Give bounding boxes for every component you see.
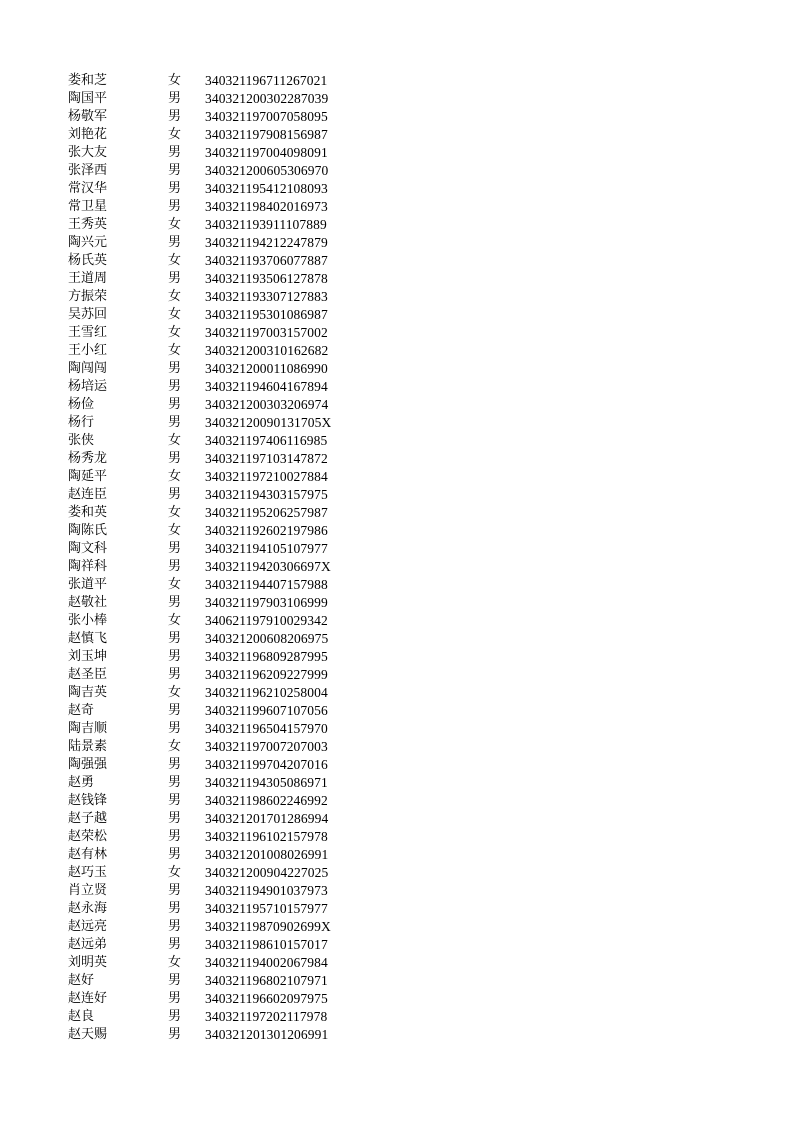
person-name: 赵荣松 [68, 829, 108, 844]
gender: 男 [168, 271, 182, 286]
table-row [0, 414, 793, 432]
gender: 男 [168, 703, 182, 718]
gender: 男 [168, 361, 182, 376]
gender: 男 [168, 397, 182, 412]
table-row [0, 720, 793, 738]
gender: 男 [168, 775, 182, 790]
person-name: 赵好 [68, 973, 95, 988]
gender: 男 [168, 595, 182, 610]
table-row [0, 198, 793, 216]
person-name: 杨敬军 [68, 109, 108, 124]
gender: 女 [168, 469, 182, 484]
person-name: 陶闯闯 [68, 361, 108, 376]
table-row [0, 576, 793, 594]
table-row [0, 684, 793, 702]
gender: 男 [168, 109, 182, 124]
table-row [0, 180, 793, 198]
table-row [0, 594, 793, 612]
id-number: 340321197007058095 [205, 109, 328, 124]
person-name: 王秀英 [68, 217, 108, 232]
id-number: 340321196210258004 [205, 685, 328, 700]
id-number: 340321192602197986 [205, 523, 328, 538]
gender: 男 [168, 973, 182, 988]
table-row [0, 648, 793, 666]
id-number: 340321197210027884 [205, 469, 328, 484]
person-name: 杨行 [68, 415, 95, 430]
person-name: 王雪红 [68, 325, 108, 340]
person-name: 张道平 [68, 577, 108, 592]
id-number: 340321196209227999 [205, 667, 328, 682]
id-number: 340321197908156987 [205, 127, 328, 142]
id-number: 340321197103147872 [205, 451, 328, 466]
id-number: 340321197003157002 [205, 325, 328, 340]
gender: 男 [168, 163, 182, 178]
id-number: 340321200302287039 [205, 91, 329, 106]
person-name: 陶吉英 [68, 685, 108, 700]
gender: 男 [168, 91, 182, 106]
table-row [0, 558, 793, 576]
table-row [0, 108, 793, 126]
gender: 女 [168, 613, 182, 628]
table-row [0, 360, 793, 378]
table-row [0, 72, 793, 90]
table-row [0, 468, 793, 486]
gender: 男 [168, 901, 182, 916]
person-name: 赵永海 [68, 901, 108, 916]
person-name: 刘艳花 [68, 127, 108, 142]
id-number: 340321193506127878 [205, 271, 328, 286]
id-number: 340321196102157978 [205, 829, 328, 844]
gender: 女 [168, 307, 182, 322]
id-number: 340321200904227025 [205, 865, 329, 880]
table-row [0, 144, 793, 162]
person-name: 吴苏回 [68, 307, 108, 322]
table-row [0, 612, 793, 630]
person-name: 杨培运 [68, 379, 108, 394]
gender: 女 [168, 73, 182, 88]
gender: 男 [168, 181, 182, 196]
id-number: 340321197903106999 [205, 595, 328, 610]
table-row [0, 324, 793, 342]
id-number: 340321197004098091 [205, 145, 328, 160]
table-row [0, 378, 793, 396]
gender: 男 [168, 541, 182, 556]
table-row [0, 864, 793, 882]
id-number: 340321200310162682 [205, 343, 329, 358]
table-row [0, 702, 793, 720]
person-name: 娄和芝 [68, 73, 108, 88]
table-row [0, 666, 793, 684]
person-name: 赵巧玉 [68, 865, 108, 880]
gender: 男 [168, 667, 182, 682]
person-name: 赵圣臣 [68, 667, 108, 682]
person-name: 陶兴元 [68, 235, 108, 250]
id-number: 340321193307127883 [205, 289, 328, 304]
table-row [0, 900, 793, 918]
person-name: 赵连臣 [68, 487, 108, 502]
person-name: 张泽西 [68, 163, 108, 178]
person-name: 赵远弟 [68, 937, 108, 952]
id-number: 340321199704207016 [205, 757, 328, 772]
id-number: 340321196602097975 [205, 991, 328, 1006]
gender: 女 [168, 523, 182, 538]
gender: 男 [168, 235, 182, 250]
record-list [0, 72, 793, 1044]
id-number: 340321196809287995 [205, 649, 328, 664]
gender: 女 [168, 127, 182, 142]
table-row [0, 846, 793, 864]
person-name: 赵子越 [68, 811, 108, 826]
person-name: 陆景素 [68, 739, 108, 754]
table-row [0, 954, 793, 972]
table-row [0, 774, 793, 792]
table-row [0, 1008, 793, 1026]
table-row [0, 756, 793, 774]
person-name: 杨秀龙 [68, 451, 108, 466]
gender: 女 [168, 343, 182, 358]
table-row [0, 450, 793, 468]
table-row [0, 882, 793, 900]
person-name: 刘明英 [68, 955, 108, 970]
id-number: 340621197910029342 [205, 613, 328, 628]
person-name: 赵连好 [68, 991, 108, 1006]
table-row [0, 522, 793, 540]
id-number: 340321194407157988 [205, 577, 328, 592]
person-name: 张侠 [68, 433, 95, 448]
gender: 女 [168, 325, 182, 340]
id-number: 340321201301206991 [205, 1027, 329, 1042]
person-name: 陶强强 [68, 757, 108, 772]
person-name: 陶国平 [68, 91, 108, 106]
gender: 男 [168, 829, 182, 844]
table-row [0, 792, 793, 810]
table-row [0, 90, 793, 108]
table-row [0, 234, 793, 252]
id-number: 340321197406116985 [205, 433, 328, 448]
gender: 男 [168, 919, 182, 934]
table-row [0, 126, 793, 144]
id-number: 340321194212247879 [205, 235, 328, 250]
gender: 女 [168, 685, 182, 700]
person-name: 赵天赐 [68, 1027, 108, 1042]
id-number: 340321194901037973 [205, 883, 328, 898]
id-number: 340321194305086971 [205, 775, 328, 790]
gender: 男 [168, 883, 182, 898]
person-name: 赵有林 [68, 847, 108, 862]
id-number: 34032120090131705X [205, 415, 332, 430]
id-number: 340321200011086990 [205, 361, 328, 376]
person-name: 陶吉顺 [68, 721, 108, 736]
person-name: 陶延平 [68, 469, 108, 484]
gender: 女 [168, 217, 182, 232]
gender: 女 [168, 433, 182, 448]
person-name: 肖立贤 [68, 883, 108, 898]
table-row [0, 630, 793, 648]
person-name: 娄和英 [68, 505, 108, 520]
id-number: 340321195412108093 [205, 181, 328, 196]
id-number: 340321198402016973 [205, 199, 328, 214]
id-number: 340321196802107971 [205, 973, 328, 988]
id-number: 340321198610157017 [205, 937, 328, 952]
id-number: 340321200608206975 [205, 631, 329, 646]
id-number: 340321195301086987 [205, 307, 328, 322]
table-row [0, 990, 793, 1008]
gender: 男 [168, 649, 182, 664]
person-name: 刘玉坤 [68, 649, 108, 664]
person-name: 常卫星 [68, 199, 108, 214]
person-name: 赵勇 [68, 775, 95, 790]
table-row [0, 252, 793, 270]
person-name: 赵奇 [68, 703, 95, 718]
person-name: 赵远亮 [68, 919, 108, 934]
person-name: 陶祥科 [68, 559, 108, 574]
table-row [0, 270, 793, 288]
gender: 女 [168, 289, 182, 304]
gender: 女 [168, 955, 182, 970]
id-number: 340321194105107977 [205, 541, 328, 556]
gender: 女 [168, 253, 182, 268]
gender: 男 [168, 937, 182, 952]
table-row [0, 486, 793, 504]
person-name: 常汉华 [68, 181, 108, 196]
gender: 男 [168, 991, 182, 1006]
id-number: 340321200605306970 [205, 163, 329, 178]
table-row [0, 162, 793, 180]
person-name: 赵慎飞 [68, 631, 108, 646]
person-name: 陶文科 [68, 541, 108, 556]
person-name: 赵良 [68, 1009, 95, 1024]
person-name: 陶陈氏 [68, 523, 108, 538]
id-number: 340321194303157975 [205, 487, 328, 502]
id-number: 340321199607107056 [205, 703, 328, 718]
table-row [0, 342, 793, 360]
gender: 男 [168, 1009, 182, 1024]
gender: 男 [168, 793, 182, 808]
table-row [0, 504, 793, 522]
gender: 男 [168, 721, 182, 736]
id-number: 340321200303206974 [205, 397, 329, 412]
id-number: 34032119420306697X [205, 559, 331, 574]
table-row [0, 396, 793, 414]
id-number: 34032119870902699X [205, 919, 331, 934]
gender: 男 [168, 559, 182, 574]
gender: 女 [168, 577, 182, 592]
gender: 女 [168, 505, 182, 520]
table-row [0, 810, 793, 828]
id-number: 340321196711267021 [205, 73, 328, 88]
gender: 女 [168, 865, 182, 880]
id-number: 340321195710157977 [205, 901, 328, 916]
id-number: 340321196504157970 [205, 721, 328, 736]
table-row [0, 828, 793, 846]
table-row [0, 936, 793, 954]
gender: 男 [168, 199, 182, 214]
gender: 男 [168, 811, 182, 826]
person-name: 赵敬社 [68, 595, 108, 610]
id-number: 340321194002067984 [205, 955, 328, 970]
id-number: 340321194604167894 [205, 379, 328, 394]
id-number: 340321197007207003 [205, 739, 328, 754]
person-name: 王道周 [68, 271, 108, 286]
person-name: 赵钱锋 [68, 793, 108, 808]
person-name: 王小红 [68, 343, 108, 358]
gender: 男 [168, 379, 182, 394]
table-row [0, 738, 793, 756]
table-row [0, 972, 793, 990]
gender: 男 [168, 631, 182, 646]
table-row [0, 540, 793, 558]
gender: 男 [168, 145, 182, 160]
id-number: 340321193911107889 [205, 217, 327, 232]
gender: 男 [168, 1027, 182, 1042]
gender: 男 [168, 487, 182, 502]
id-number: 340321201008026991 [205, 847, 329, 862]
table-row [0, 432, 793, 450]
id-number: 340321201701286994 [205, 811, 329, 826]
table-row [0, 1026, 793, 1044]
person-name: 杨俭 [68, 397, 95, 412]
gender: 男 [168, 757, 182, 772]
person-name: 张大友 [68, 145, 108, 160]
gender: 女 [168, 739, 182, 754]
gender: 男 [168, 847, 182, 862]
table-row [0, 918, 793, 936]
person-name: 张小棒 [68, 613, 108, 628]
table-row [0, 306, 793, 324]
table-row [0, 216, 793, 234]
gender: 男 [168, 451, 182, 466]
gender: 男 [168, 415, 182, 430]
person-name: 杨氏英 [68, 253, 108, 268]
table-row [0, 288, 793, 306]
id-number: 340321193706077887 [205, 253, 328, 268]
id-number: 340321195206257987 [205, 505, 328, 520]
person-name: 方振荣 [68, 289, 108, 304]
id-number: 340321197202117978 [205, 1009, 328, 1024]
id-number: 340321198602246992 [205, 793, 328, 808]
